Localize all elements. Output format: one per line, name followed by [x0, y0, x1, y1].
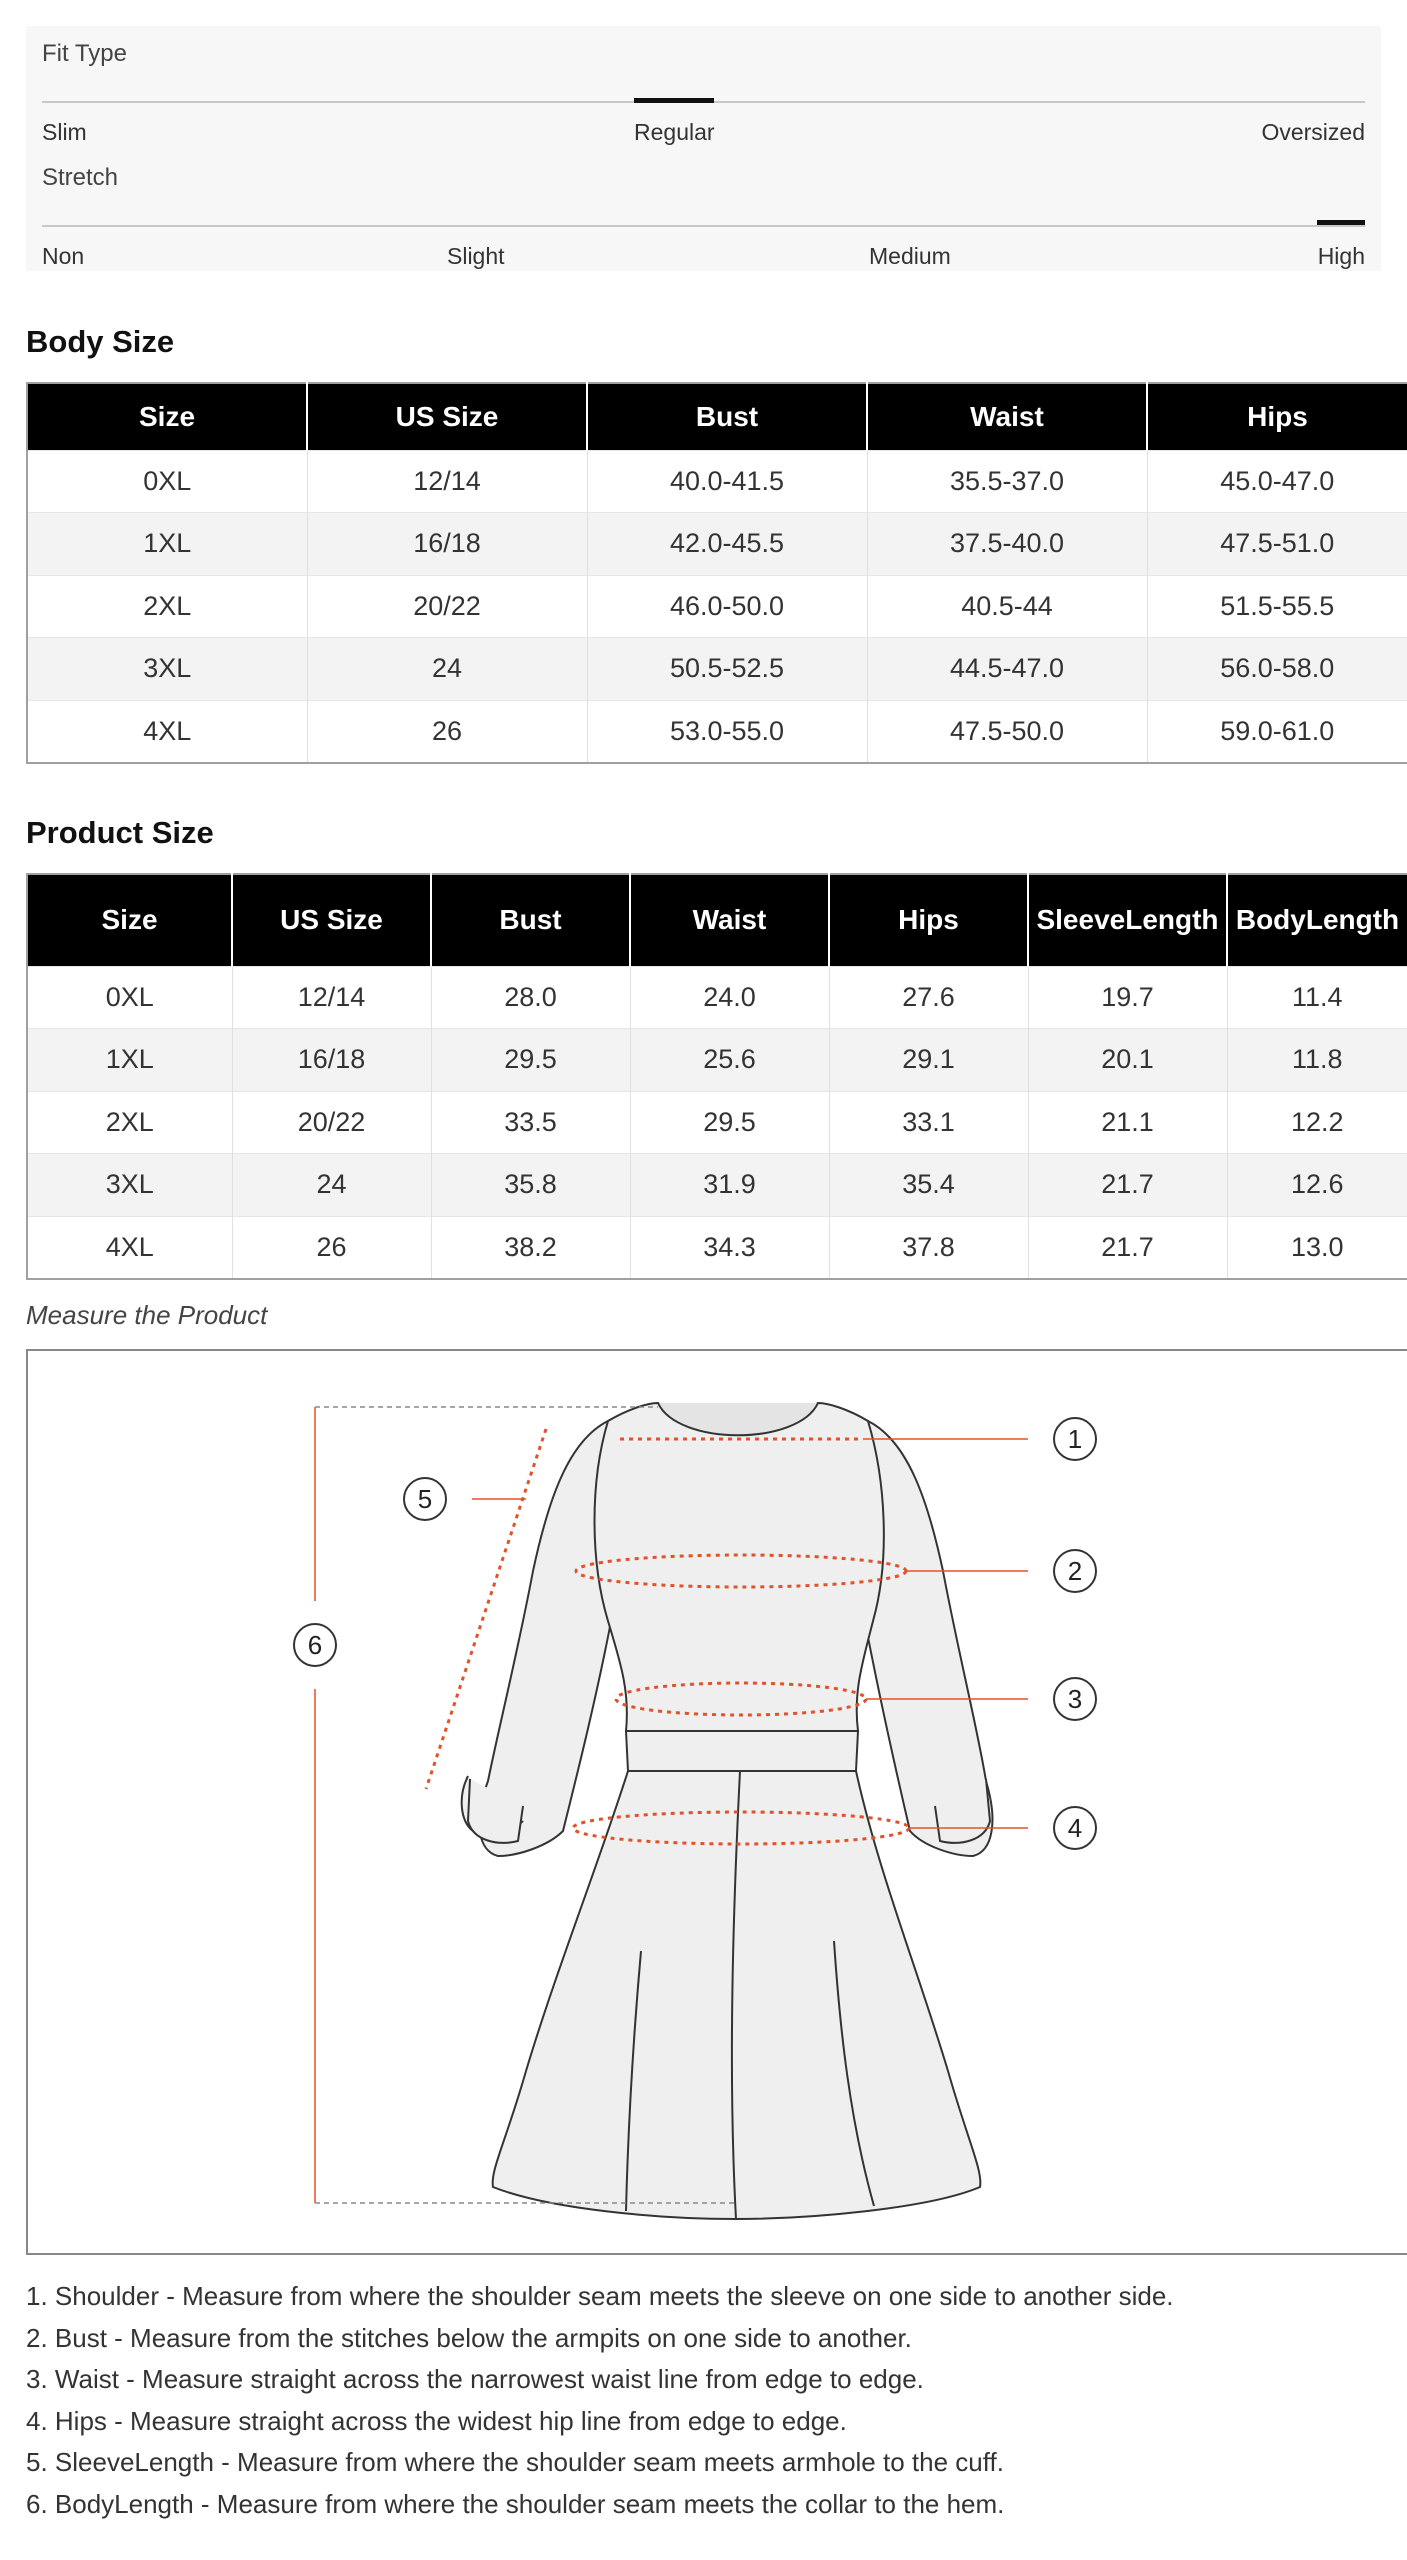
cell-sleeve-length: 20.1	[1028, 1029, 1227, 1092]
table-row	[27, 700, 1407, 763]
cell-us-size: 20/22	[232, 1091, 431, 1154]
fit-type-title: Fit Type	[42, 40, 127, 67]
cell-waist: 35.5-37.0	[867, 450, 1147, 513]
cell-bust: 53.0-55.0	[587, 700, 867, 763]
body-size-header-row	[27, 383, 1407, 450]
fit-panel	[26, 26, 1381, 271]
cell-hips: 56.0-58.0	[1147, 638, 1407, 701]
cell-body-length: 11.8	[1227, 1029, 1407, 1092]
fit-type-scale	[42, 40, 1365, 150]
table-row	[27, 1091, 1407, 1154]
cell-body-length: 12.6	[1227, 1154, 1407, 1217]
cell-hips: 47.5-51.0	[1147, 513, 1407, 576]
cell-waist: 37.5-40.0	[867, 513, 1147, 576]
table-row	[27, 450, 1407, 513]
cell-us-size: 16/18	[307, 513, 587, 576]
stretch-title: Stretch	[42, 164, 119, 191]
product-size-header-row	[27, 874, 1407, 966]
stretch-label-medium: Medium	[869, 243, 951, 269]
cell-bust: 35.8	[431, 1154, 630, 1217]
header-us-size: US Size	[307, 383, 587, 450]
cell-bust: 40.0-41.5	[587, 450, 867, 513]
note-waist: 3. Waist - Measure straight across the narrowest waist line from edge to edge.	[26, 2364, 924, 2394]
cell-size: 3XL	[27, 638, 307, 701]
cell-size: 0XL	[27, 966, 232, 1029]
body-size-title: Body Size	[26, 324, 175, 359]
cell-waist: 34.3	[630, 1216, 829, 1279]
note-shoulder: 1. Shoulder - Measure from where the shoulder seam meets the sleeve on one side to another side.	[26, 2281, 1174, 2311]
cell-hips: 33.1	[829, 1091, 1028, 1154]
cell-size: 1XL	[27, 513, 307, 576]
cell-hips: 35.4	[829, 1154, 1028, 1217]
cell-us-size: 12/14	[232, 966, 431, 1029]
marker-3-label: 3	[1067, 1684, 1083, 1714]
marker-2-label: 2	[1067, 1556, 1083, 1586]
cell-bust: 38.2	[431, 1216, 630, 1279]
note-hips: 4. Hips - Measure straight across the widest hip line from edge to edge.	[26, 2405, 847, 2436]
cell-size: 3XL	[27, 1154, 232, 1217]
cell-us-size: 16/18	[232, 1029, 431, 1092]
cell-bust: 29.5	[431, 1029, 630, 1092]
cell-us-size: 24	[307, 638, 587, 701]
cell-body-length: 12.2	[1227, 1091, 1407, 1154]
fit-type-selected-marker	[634, 98, 714, 103]
stretch-selected-marker	[1317, 220, 1365, 225]
cell-size: 0XL	[27, 450, 307, 513]
cell-hips: 51.5-55.5	[1147, 575, 1407, 638]
cell-waist: 44.5-47.0	[867, 638, 1147, 701]
cell-sleeve-length: 21.7	[1028, 1216, 1227, 1279]
measurement-diagram	[26, 1349, 1407, 2255]
cell-hips: 59.0-61.0	[1147, 700, 1407, 763]
cell-hips: 27.6	[829, 966, 1028, 1029]
cell-waist: 47.5-50.0	[867, 700, 1147, 763]
cell-size: 1XL	[27, 1029, 232, 1092]
header-body-length: BodyLength	[1227, 874, 1407, 966]
marker-1-label: 1	[1067, 1424, 1083, 1454]
cell-waist: 40.5-44	[867, 575, 1147, 638]
note-bust: 2. Bust - Measure from the stitches below the armpits on one side to another.	[26, 2322, 912, 2353]
fit-type-label-regular: Regular	[634, 119, 715, 145]
header-hips: Hips	[1147, 383, 1407, 450]
note-sleeve-length: 5. SleeveLength - Measure from where the shoulder seam meets armhole to the cuff.	[26, 2447, 1004, 2477]
header-size: Size	[27, 874, 232, 966]
fit-type-label-slim: Slim	[42, 119, 87, 145]
marker-5-label: 5	[417, 1484, 433, 1514]
marker-6-label: 6	[307, 1630, 323, 1660]
cell-size: 4XL	[27, 1216, 232, 1279]
header-sleeve-length: SleeveLength	[1028, 874, 1227, 966]
cell-body-length: 11.4	[1227, 966, 1407, 1029]
header-size: Size	[27, 383, 307, 450]
cell-bust: 50.5-52.5	[587, 638, 867, 701]
dress-illustration	[28, 1351, 1407, 2253]
cell-body-length: 13.0	[1227, 1216, 1407, 1279]
cell-us-size: 12/14	[307, 450, 587, 513]
product-size-table	[26, 873, 1407, 1280]
table-row	[27, 1029, 1407, 1092]
product-size-title: Product Size	[26, 815, 214, 850]
table-row	[27, 1154, 1407, 1217]
marker-4-label: 4	[1067, 1813, 1083, 1843]
cell-size: 4XL	[27, 700, 307, 763]
table-row	[27, 966, 1407, 1029]
table-row	[27, 1216, 1407, 1279]
cell-size: 2XL	[27, 575, 307, 638]
measure-caption: Measure the Product	[26, 1300, 268, 1330]
cell-hips: 37.8	[829, 1216, 1028, 1279]
stretch-label-slight: Slight	[447, 243, 505, 269]
cell-hips: 29.1	[829, 1029, 1028, 1092]
stretch-label-high: High	[1317, 243, 1365, 269]
cell-us-size: 26	[307, 700, 587, 763]
cell-size: 2XL	[27, 1091, 232, 1154]
cell-us-size: 26	[232, 1216, 431, 1279]
stretch-track	[42, 225, 1365, 227]
header-bust: Bust	[587, 383, 867, 450]
cell-sleeve-length: 19.7	[1028, 966, 1227, 1029]
cell-us-size: 20/22	[307, 575, 587, 638]
header-waist: Waist	[867, 383, 1147, 450]
stretch-label-non: Non	[42, 243, 85, 269]
header-hips: Hips	[829, 874, 1028, 966]
body-size-table	[26, 382, 1407, 764]
note-body-length: 6. BodyLength - Measure from where the shoulder seam meets the collar to the hem.	[26, 2488, 1005, 2519]
cell-waist: 31.9	[630, 1154, 829, 1217]
table-row	[27, 575, 1407, 638]
cell-waist: 29.5	[630, 1091, 829, 1154]
fit-type-label-oversized: Oversized	[1261, 119, 1365, 145]
header-bust: Bust	[431, 874, 630, 966]
table-row	[27, 638, 1407, 701]
measurement-notes	[26, 2276, 1174, 2525]
cell-hips: 45.0-47.0	[1147, 450, 1407, 513]
header-waist: Waist	[630, 874, 829, 966]
cell-bust: 46.0-50.0	[587, 575, 867, 638]
cell-sleeve-length: 21.1	[1028, 1091, 1227, 1154]
cell-sleeve-length: 21.7	[1028, 1154, 1227, 1217]
header-us-size: US Size	[232, 874, 431, 966]
stretch-scale	[42, 164, 1365, 274]
cell-waist: 25.6	[630, 1029, 829, 1092]
cell-bust: 33.5	[431, 1091, 630, 1154]
table-row	[27, 513, 1407, 576]
cell-bust: 42.0-45.5	[587, 513, 867, 576]
cell-us-size: 24	[232, 1154, 431, 1217]
cell-bust: 28.0	[431, 966, 630, 1029]
cell-waist: 24.0	[630, 966, 829, 1029]
